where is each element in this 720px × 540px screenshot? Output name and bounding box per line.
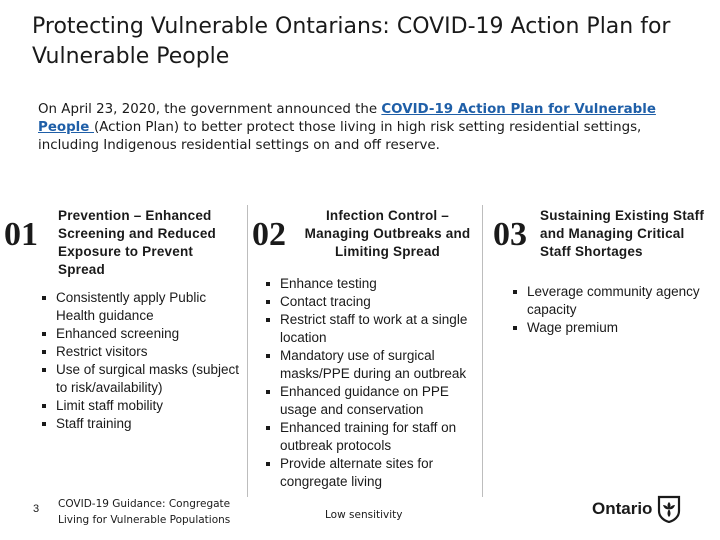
list-item: Consistently apply Public Health guidance bbox=[40, 289, 245, 325]
list-item: Enhanced training for staff on outbreak protocols bbox=[264, 419, 479, 455]
intro-text-start: On April 23, 2020, the government announced the bbox=[38, 102, 382, 117]
list-item: Restrict staff to work at a single location bbox=[264, 311, 479, 347]
list-item: Enhanced screening bbox=[40, 325, 245, 343]
list-item: Restrict visitors bbox=[40, 343, 245, 361]
list-item: Leverage community agency capacity bbox=[511, 283, 701, 319]
column-2-number: 02 bbox=[252, 216, 286, 253]
column-divider-1 bbox=[247, 205, 248, 497]
list-item: Enhanced guidance on PPE usage and conservation bbox=[264, 383, 479, 419]
list-item: Use of surgical masks (subject to risk/availability) bbox=[40, 361, 245, 397]
ontario-trillium-icon bbox=[656, 495, 682, 523]
ontario-logo-wordmark: Ontario bbox=[592, 499, 653, 518]
column-1-bullet-list bbox=[40, 289, 245, 433]
list-item: Wage premium bbox=[511, 319, 701, 337]
intro-text-end: (Action Plan) to better protect those living in high risk setting residential settings, including Indigenous residential settings on and off reserve. bbox=[38, 120, 642, 153]
column-2-heading: Infection Control – Managing Outbreaks and Limiting Spread bbox=[304, 208, 471, 259]
footer-source-note: COVID-19 Guidance: Congregate Living for Vulnerable Populations bbox=[58, 498, 231, 526]
sensitivity-label: Low sensitivity bbox=[325, 509, 403, 521]
column-3-number: 03 bbox=[493, 216, 527, 253]
page-title: Protecting Vulnerable Ontarians: COVID-19 Action Plan for Vulnerable People bbox=[32, 14, 671, 69]
list-item: Mandatory use of surgical masks/PPE during an outbreak bbox=[264, 347, 479, 383]
ontario-logo bbox=[592, 494, 696, 524]
list-item: Provide alternate sites for congregate living bbox=[264, 455, 479, 491]
column-1-heading: Prevention – Enhanced Screening and Reduced Exposure to Prevent Spread bbox=[58, 208, 216, 277]
page-number: 3 bbox=[33, 503, 40, 515]
intro-paragraph bbox=[38, 101, 698, 155]
list-item: Staff training bbox=[40, 415, 245, 433]
action-plan-link[interactable]: COVID-19 Action Plan for Vulnerable People bbox=[38, 102, 656, 135]
column-3-bullet-list bbox=[511, 283, 701, 337]
list-item: Enhance testing bbox=[264, 275, 479, 293]
list-item: Limit staff mobility bbox=[40, 397, 245, 415]
column-3-heading: Sustaining Existing Staff and Managing Critical Staff Shortages bbox=[540, 208, 705, 259]
column-2-bullet-list bbox=[264, 275, 479, 491]
list-item: Contact tracing bbox=[264, 293, 479, 311]
column-1-number: 01 bbox=[4, 216, 38, 253]
column-divider-2 bbox=[482, 205, 483, 497]
